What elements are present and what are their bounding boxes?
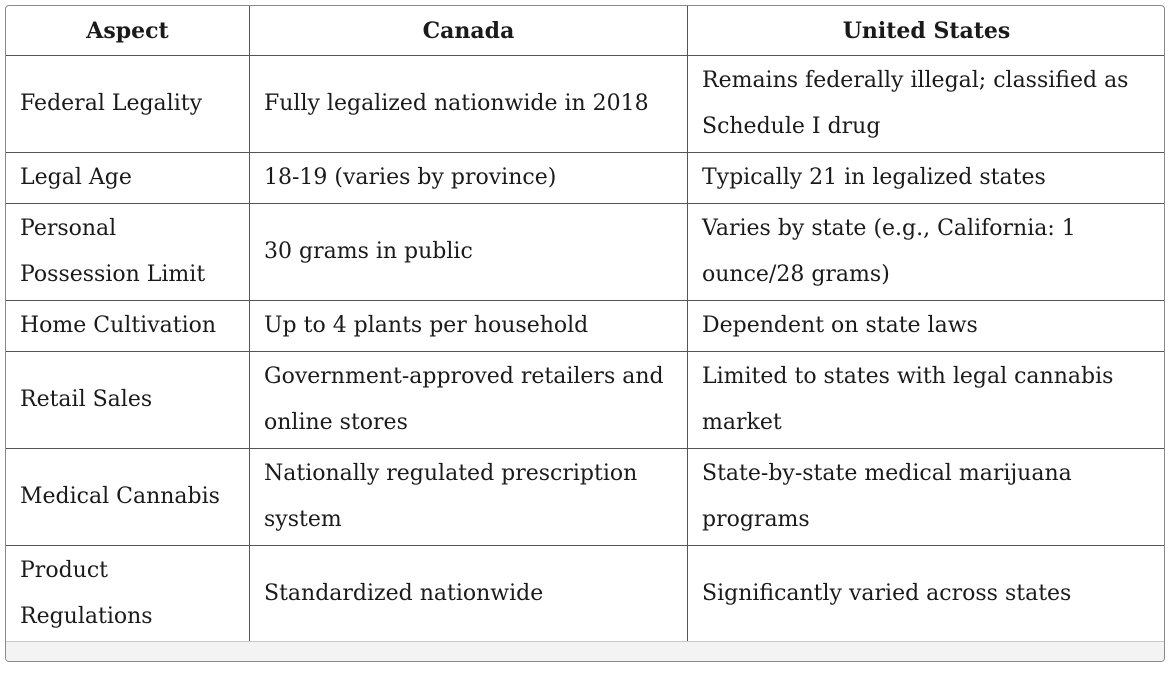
column-header-united-states: United States [688, 6, 1166, 56]
table-cell-united-states: Dependent on state laws [688, 301, 1166, 352]
table-row [6, 153, 1166, 204]
table-row [6, 204, 1166, 301]
table-cell-united-states: Typically 21 in legalized states [688, 153, 1166, 204]
table-cell-aspect: Legal Age [6, 153, 250, 204]
horizontal-scrollbar-track[interactable] [6, 641, 1164, 661]
table-cell-united-states: Significantly varied across states [688, 546, 1166, 643]
table-cell-canada: Standardized nationwide [250, 546, 688, 643]
table-cell-united-states: Remains federally illegal; classified as Schedule I drug [688, 56, 1166, 153]
table-cell-canada: Nationally regulated prescription system [250, 449, 688, 546]
column-header-canada: Canada [250, 6, 688, 56]
table-cell-canada: Government-approved retailers and online stores [250, 352, 688, 449]
table-row [6, 546, 1166, 643]
table-row [6, 352, 1166, 449]
table-cell-united-states: State-by-state medical marijuana programs [688, 449, 1166, 546]
comparison-table-container [5, 5, 1165, 662]
table-cell-aspect: Personal Possession Limit [6, 204, 250, 301]
table-cell-canada: 30 grams in public [250, 204, 688, 301]
table-cell-canada: 18-19 (varies by province) [250, 153, 688, 204]
table-cell-canada: Fully legalized nationwide in 2018 [250, 56, 688, 153]
table-row [6, 56, 1166, 153]
comparison-table [5, 5, 1165, 643]
table-cell-aspect: Federal Legality [6, 56, 250, 153]
column-header-aspect: Aspect [6, 6, 250, 56]
table-cell-united-states: Limited to states with legal cannabis market [688, 352, 1166, 449]
table-cell-united-states: Varies by state (e.g., California: 1 ounce/28 grams) [688, 204, 1166, 301]
table-header-row [6, 6, 1166, 56]
table-cell-aspect: Medical Cannabis [6, 449, 250, 546]
table-cell-aspect: Retail Sales [6, 352, 250, 449]
table-row [6, 301, 1166, 352]
table-row [6, 449, 1166, 546]
table-cell-aspect: Home Cultivation [6, 301, 250, 352]
table-cell-aspect: Product Regulations [6, 546, 250, 643]
table-cell-canada: Up to 4 plants per household [250, 301, 688, 352]
